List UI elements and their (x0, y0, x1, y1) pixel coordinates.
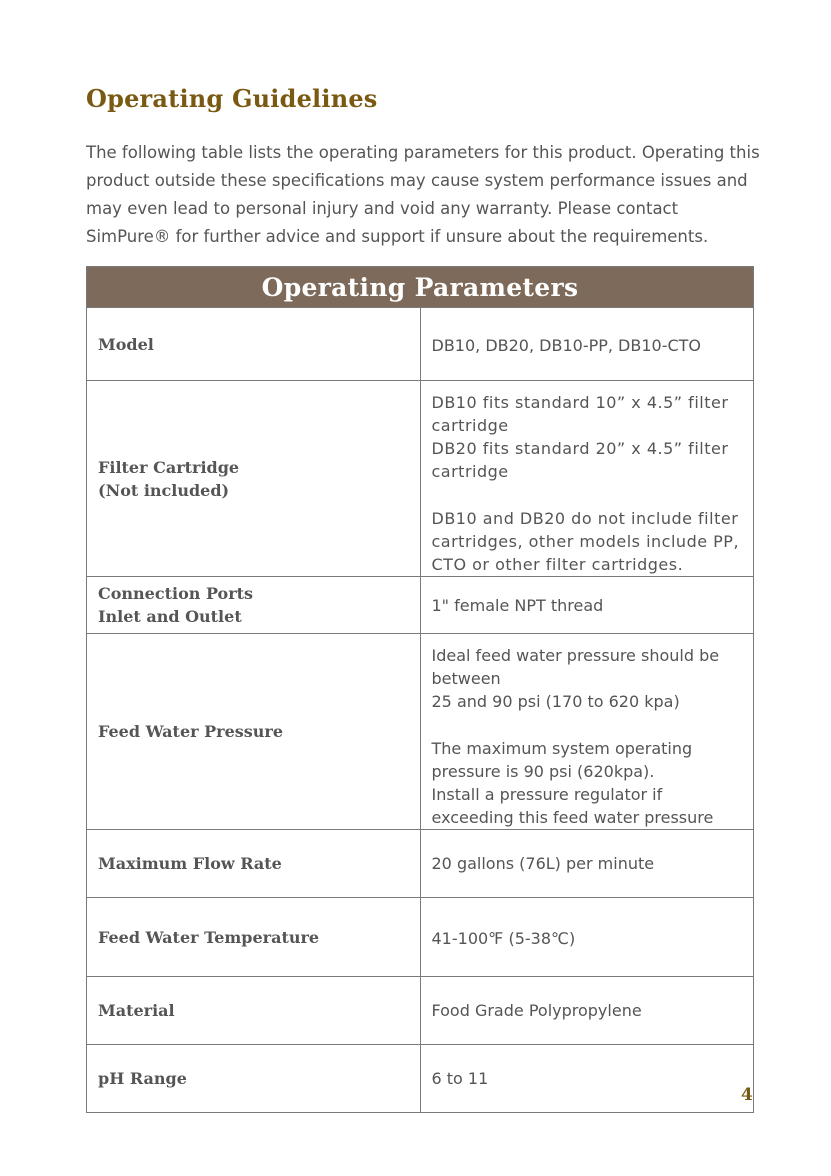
row-label (87, 977, 421, 1045)
value-paragraph (432, 644, 754, 713)
value-line: The maximum system operating (431, 739, 693, 758)
value-line: DB10 fits standard 10” x 4.5” filter cartridge (431, 393, 729, 435)
row-label (87, 577, 421, 634)
value-paragraph (432, 1067, 754, 1090)
row-label-line: Model (98, 334, 154, 354)
value-line: pressure is 90 psi (620kpa). (431, 762, 655, 781)
value-paragraph (432, 334, 754, 357)
value-line: 41-100℉ (5-38℃) (431, 929, 576, 948)
row-label-line: Maximum Flow Rate (98, 854, 282, 873)
value-line: DB20 fits standard 20” x 4.5” filter cartridge (431, 439, 729, 481)
page-heading: Operating Guidelines (86, 84, 378, 113)
table-row-material (87, 977, 754, 1045)
table-row-model (87, 308, 754, 381)
value-line: 1" female NPT thread (431, 595, 604, 615)
row-value (420, 381, 754, 577)
table-row-maximum-flow-rate (87, 830, 754, 898)
row-value (420, 830, 754, 898)
row-value (420, 308, 754, 381)
row-label-line: (Not included) (98, 480, 230, 500)
value-paragraph (432, 999, 754, 1022)
table-title: Operating Parameters (87, 267, 754, 308)
row-value (420, 634, 754, 830)
value-line: cartridges, other models include PP, (431, 532, 740, 551)
value-line: 6 to 11 (431, 1069, 489, 1088)
intro-paragraph: The following table lists the operating parameters for this product. Operating this product outside these specifications may cause system performance issues and may even lead to personal injury and void any warranty. Please contact SimPure® for further advice and support if unsure about the requirements. (86, 143, 760, 246)
row-value (420, 977, 754, 1045)
value-line: DB10 and DB20 do not include filter (431, 509, 739, 528)
value-paragraph (432, 927, 754, 950)
table-row-connection-ports (87, 577, 754, 634)
table-row-ph-range (87, 1045, 754, 1113)
table-row-feed-water-pressure (87, 634, 754, 830)
value-line: 25 and 90 psi (170 to 620 kpa) (431, 692, 680, 711)
row-label-line: pH Range (98, 1069, 187, 1088)
row-label-line: Inlet and Outlet (98, 607, 242, 626)
table-header-row (87, 267, 754, 308)
table-row-filter-cartridge (87, 381, 754, 577)
row-label-line: Connection Ports (98, 584, 254, 603)
row-label-line: Feed Water Pressure (98, 722, 284, 741)
value-paragraph (432, 507, 754, 576)
page-number: 4 (741, 1085, 753, 1105)
row-value (420, 577, 754, 634)
value-line: DB10, DB20, DB10-PP, DB10-CTO (431, 336, 702, 355)
row-label-line: Material (98, 1001, 175, 1020)
row-value (420, 1045, 754, 1113)
row-value (420, 898, 754, 977)
operating-parameters-table (86, 266, 754, 1113)
value-line: Food Grade Polypropylene (431, 1001, 642, 1020)
value-paragraph (432, 737, 754, 829)
row-label-line: Feed Water Temperature (98, 927, 320, 947)
value-line: 20 gallons (76L) per minute (431, 854, 655, 873)
row-label (87, 898, 421, 977)
value-line: Install a pressure regulator if (431, 785, 663, 804)
value-line: exceeding this feed water pressure (431, 808, 714, 827)
row-label (87, 1045, 421, 1113)
row-label (87, 308, 421, 381)
value-paragraph (432, 391, 754, 483)
table-row-feed-water-temperature (87, 898, 754, 977)
row-label (87, 381, 421, 577)
row-label (87, 830, 421, 898)
value-line: CTO or other filter cartridges. (431, 555, 684, 574)
value-paragraph (432, 852, 754, 875)
value-line: Ideal feed water pressure should be between (431, 646, 720, 688)
row-label-line: Filter Cartridge (98, 457, 240, 477)
row-label (87, 634, 421, 830)
value-paragraph (432, 594, 754, 617)
